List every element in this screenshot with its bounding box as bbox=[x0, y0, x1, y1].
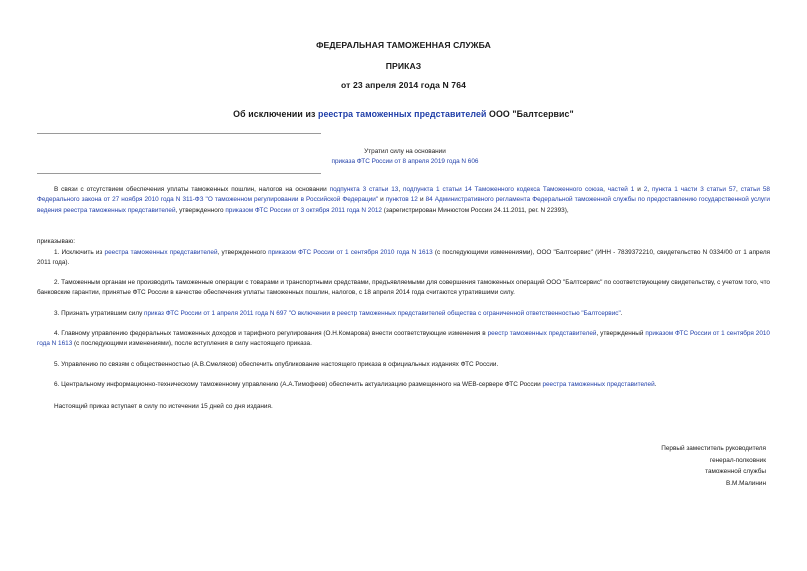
order-item-5: 5. Управлению по связям с общественностью (А.В.Смеляков) обеспечить опубликование настоящего приказа в официальных изданиях ФТС России. bbox=[54, 361, 499, 368]
item-text: , утвержденного bbox=[217, 249, 269, 256]
order-keyword: приказываю: bbox=[37, 238, 75, 245]
repeal-order-link[interactable]: приказа ФТС России от 8 апреля 2019 года N 606 bbox=[331, 158, 479, 165]
preamble-text: (зарегистрирован Минюстом России 24.11.2011, рег. N 22393), bbox=[381, 206, 569, 214]
preamble-text: , bbox=[398, 186, 404, 193]
title-text-pre: Об исключении из bbox=[233, 109, 318, 119]
law-link[interactable]: 84 Административного регламента Федеральной таможенной службы по предоставлению государственной услуги ведения реестра таможенных представителей bbox=[37, 196, 770, 214]
order-item-2: 2. Таможенным органам не производить таможенные операции с товарами и транспортными средствами, предъявляемыми для совершения таможенных операций ООО "Балтсервис" по соответствующему свидетельству, с учетом того, что банковские гарантии, принятые ФТС России в качестве обеспечения уплаты таможенных пошлин, налогов, с 18 апреля 2014 года считаются утратившими силу. bbox=[37, 279, 770, 297]
law-link[interactable]: приказом ФТС России от 3 октября 2011 года N 2012 bbox=[225, 206, 382, 214]
signatory-position: Первый заместитель руководителя bbox=[661, 445, 766, 452]
preamble-text: и bbox=[417, 196, 426, 204]
repeal-note-label: Утратил силу на основании bbox=[364, 148, 446, 155]
item-text: . bbox=[654, 381, 657, 388]
order-item-1 bbox=[37, 248, 770, 269]
signatory-rank: генерал-полковник bbox=[709, 456, 766, 464]
separator-line-top bbox=[37, 133, 321, 134]
item-text: 6. Центральному информационно-техническому таможенному управлению (А.А.Тимофеев) обеспечить актуализацию размещенного на WEB-сервере ФТС России bbox=[54, 381, 543, 388]
item-text: 1. Исключить из bbox=[54, 249, 105, 256]
preamble-text: и bbox=[378, 196, 386, 204]
registry-link[interactable]: реестра таможенных представителей bbox=[104, 249, 218, 256]
law-link[interactable]: подпункта 3 статьи 13 bbox=[329, 186, 399, 193]
preamble-text: , bbox=[603, 186, 608, 193]
title-registry-link[interactable]: реестра таможенных представителей bbox=[317, 109, 487, 119]
registry-link[interactable]: реестра таможенных представителей bbox=[542, 381, 655, 388]
law-link[interactable]: подпункта 1 статьи 14 Таможенного кодекса Таможенного союза bbox=[403, 186, 604, 193]
law-link[interactable]: статьи 58 Федерального закона от 27 ноября 2010 года N 311-ФЗ "О таможенном регулировании в Российской Федерации" bbox=[37, 186, 770, 204]
separator-line-bottom bbox=[37, 173, 321, 174]
preamble-text: В связи с отсутствием обеспечения уплаты таможенных пошлин, налогов на основании bbox=[54, 186, 330, 193]
preamble-paragraph bbox=[37, 185, 770, 216]
signatory-service: таможенной службы bbox=[705, 468, 766, 475]
item-text: . bbox=[620, 310, 623, 317]
item-text: 3. Признать утратившим силу bbox=[54, 310, 145, 317]
order-item-3 bbox=[37, 309, 770, 319]
document-type: ПРИКАЗ bbox=[385, 61, 422, 71]
law-link[interactable]: пункта 1 части 3 статьи 57 bbox=[651, 186, 736, 193]
order-link[interactable]: приказом ФТС России от 1 сентября 2010 года N 1613 bbox=[268, 249, 433, 256]
document-title bbox=[0, 109, 807, 119]
preamble-text: и bbox=[634, 186, 644, 193]
organization-heading: ФЕДЕРАЛЬНАЯ ТАМОЖЕННАЯ СЛУЖБА bbox=[316, 40, 491, 50]
law-link[interactable]: частей 1 bbox=[607, 186, 635, 193]
law-link[interactable]: 2 bbox=[643, 186, 648, 193]
order-item-6 bbox=[37, 380, 770, 390]
title-text-post: ООО "Балтсервис" bbox=[486, 109, 574, 119]
effective-date-paragraph: Настоящий приказ вступает в силу по истечении 15 дней со дня издания. bbox=[54, 403, 273, 410]
signature-block bbox=[560, 443, 766, 489]
registry-link[interactable]: реестр таможенных представителей bbox=[487, 330, 597, 337]
item-text: (с последующими изменениями), ООО "Балтсервис" (ИНН - 7839372210, свидетельство N 0334/00 от 1 апреля 2011 года). bbox=[37, 249, 771, 267]
law-link[interactable]: пунктов 12 bbox=[385, 196, 418, 204]
item-text: 4. Главному управлению федеральных таможенных доходов и тарифного регулирования (О.Н.Комарова) внести соответствующие изменения в bbox=[54, 330, 488, 337]
order-link[interactable]: приказом ФТС России от 1 сентября 2010 года N 1613 bbox=[37, 330, 770, 348]
order-link[interactable]: приказ ФТС России от 1 апреля 2011 года N 697 "О включении в реестр таможенных представителей общества с ограниченной ответственностью "Балтсервис" bbox=[144, 310, 621, 317]
item-text: , утвержденный bbox=[596, 330, 646, 337]
preamble-text: , bbox=[736, 186, 741, 193]
document-date-number: от 23 апреля 2014 года N 764 bbox=[341, 80, 466, 90]
preamble-text: , bbox=[647, 186, 652, 193]
item-text: (с последующими изменениями), после вступления в силу настоящего приказа. bbox=[72, 340, 312, 348]
preamble-text: , утвержденного bbox=[175, 206, 226, 214]
signatory-name: В.М.Малинин bbox=[725, 479, 766, 487]
order-item-4 bbox=[37, 329, 770, 350]
